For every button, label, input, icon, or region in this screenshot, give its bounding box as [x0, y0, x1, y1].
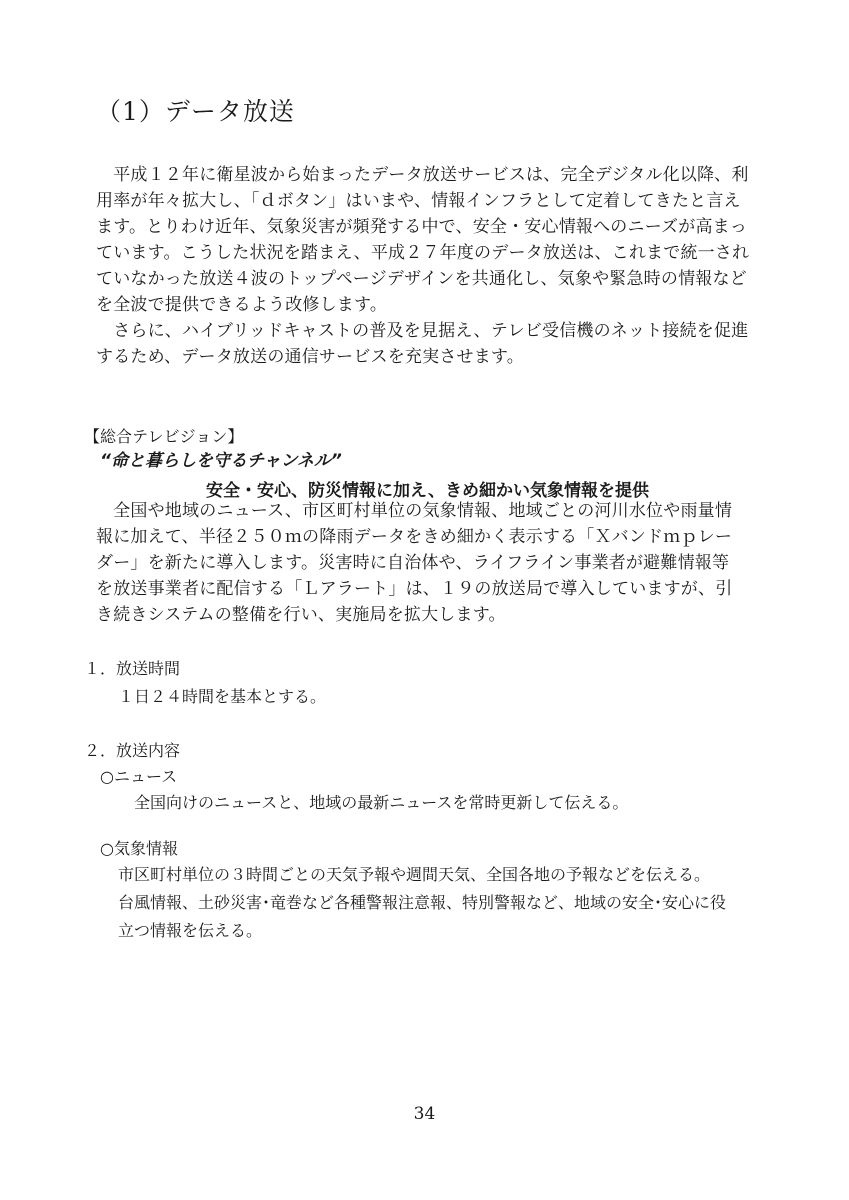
- intro-line: ています。こうした状況を踏まえ、平成２７年度のデータ放送は、これまで統一され: [96, 243, 750, 263]
- sogo-subhead: 安全・安心、防災情報に加え、きめ細かい気象情報を提供: [206, 481, 650, 501]
- weather-heading: ○気象情報: [100, 839, 178, 858]
- intro-line: 平成１２年に衛星波から始まったデータ放送サービスは、完全デジタル化以降、利: [96, 165, 749, 185]
- sogo-paragraph: [96, 498, 776, 628]
- sogo-line: き続きシステムの整備を行い、実施局を拡大します。: [96, 605, 506, 625]
- news-text: 全国向けのニュースと、地域の最新ニュースを常時更新して伝える。: [134, 793, 629, 812]
- sogo-line: 全国や地域のニュース、市区町村単位の気象情報、地域ごとの河川水位や雨量情: [96, 501, 733, 521]
- intro-line: を全波で提供できるよう改修します。: [96, 295, 388, 315]
- weather-line: 市区町村単位の３時間ごとの天気予報や週間天気、全国各地の予報などを伝える。: [118, 865, 711, 884]
- intro-paragraph: [96, 162, 776, 370]
- hours-text: １日２４時間を基本とする。: [118, 687, 327, 706]
- sogo-line: を放送事業者に配信する「Ｌアラート」は、１９の放送局で導入していますが、引: [96, 579, 733, 599]
- content-heading: ２．放送内容: [84, 741, 181, 760]
- weather-line: 台風情報、土砂災害･竜巻など各種警報注意報、特別警報など、地域の安全･安心に役: [118, 893, 727, 912]
- sogo-tagline: “命と暮らしを守るチャンネル”: [100, 451, 342, 471]
- intro-line: ます。とりわけ近年、気象災害が頻発する中で、安全・安心情報へのニーズが高まっ: [96, 217, 748, 237]
- hours-heading: １．放送時間: [84, 659, 181, 678]
- news-heading: ○ニュース: [100, 767, 178, 786]
- sogo-line: 報に加えて、半径２５０ｍの降雨データをきめ細かく表示する「Ｘバンドｍｐレー: [96, 527, 733, 547]
- page-number: 34: [413, 1104, 436, 1124]
- section-heading: （1）データ放送: [96, 97, 295, 126]
- sogo-line: ダー」を新たに導入します。災害時に自治体や、ライフライン事業者が避難情報等: [96, 553, 730, 573]
- intro-line: ていなかった放送４波のトップページデザインを共通化し、気象や緊急時の情報など: [96, 269, 747, 289]
- sogo-label: 【総合テレビジョン】: [84, 427, 244, 446]
- intro-line: さらに、ハイブリッドキャストの普及を見据え、テレビ受信機のネット接続を促進: [96, 321, 749, 341]
- weather-line: 立つ情報を伝える。: [118, 921, 263, 940]
- intro-line: するため、データ放送の通信サービスを充実させます。: [96, 347, 524, 367]
- intro-line: 用率が年々拡大し、「ｄボタン」はいまや、情報インフラとして定着してきたと言え: [96, 191, 741, 211]
